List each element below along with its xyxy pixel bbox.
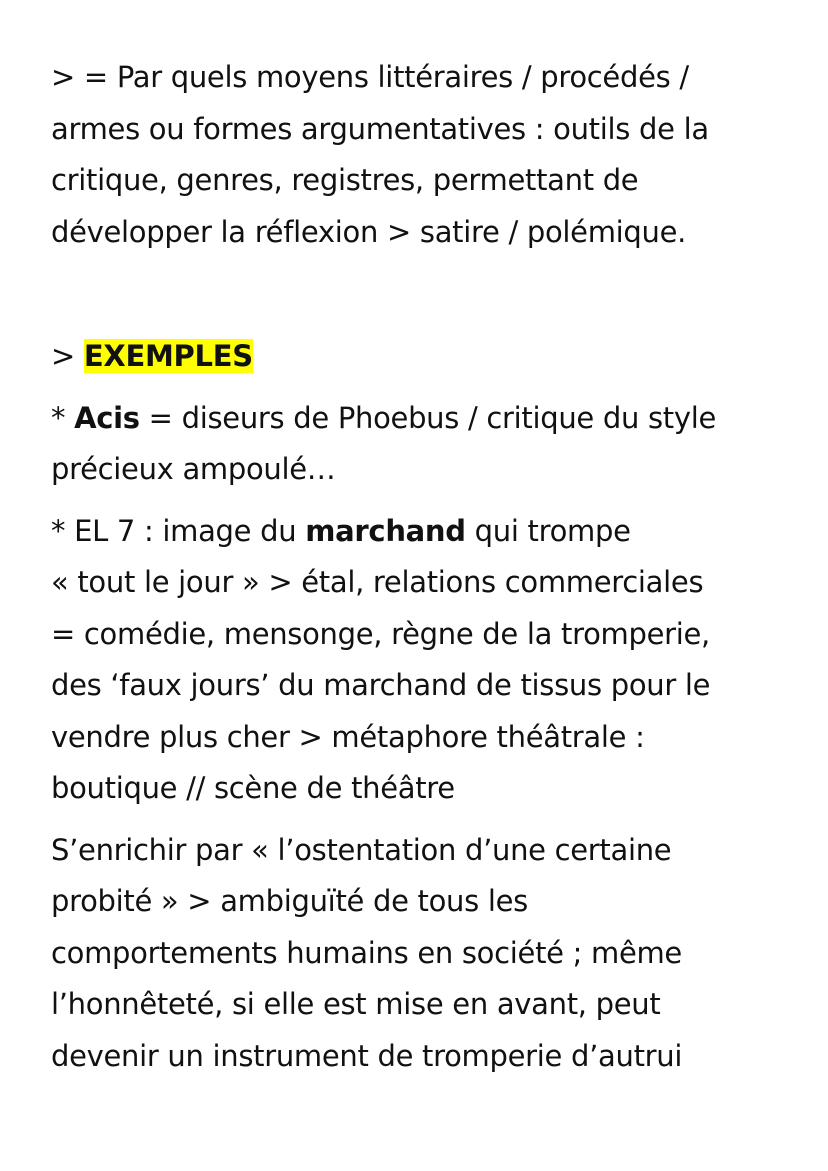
heading-line bbox=[51, 331, 791, 383]
text-line: critique, genres, registres, permettant de bbox=[51, 163, 639, 197]
text-line: armes ou formes argumentatives : outils de la bbox=[51, 111, 709, 146]
text-line: devenir un instrument de tromperie d’autrui bbox=[51, 1038, 683, 1073]
text-line: > = Par quels moyens littéraires / procédés / bbox=[51, 60, 689, 94]
intro-paragraph bbox=[51, 52, 791, 258]
acis-paragraph bbox=[51, 393, 791, 496]
document-page bbox=[51, 52, 791, 1082]
text-line: vendre plus cher > métaphore théâtrale : bbox=[51, 719, 645, 754]
text-line: « tout le jour » > étal, relations commerciales bbox=[51, 565, 704, 599]
text-line: probité » > ambiguïté de tous les bbox=[51, 884, 528, 918]
acis-text: = diseurs de Phoebus / critique du style bbox=[139, 400, 717, 435]
text-line: précieux ampoulé… bbox=[51, 452, 336, 486]
text-line: = comédie, mensonge, règne de la tromperie, bbox=[51, 616, 710, 651]
heading-prefix: > bbox=[51, 339, 84, 373]
el7-paragraph bbox=[51, 506, 791, 815]
text-line: comportements humains en société ; même bbox=[51, 935, 682, 970]
text-line: des ‘faux jours’ du marchand de tissus pour le bbox=[51, 668, 711, 702]
text-line: développer la réflexion > satire / polémique. bbox=[51, 214, 687, 249]
el7-keyword: marchand bbox=[305, 513, 466, 548]
bullet-marker: * bbox=[51, 400, 75, 435]
text-line: S’enrichir par « l’ostentation d’une certaine bbox=[51, 832, 672, 867]
examples-heading bbox=[51, 331, 791, 383]
enrich-paragraph bbox=[51, 825, 791, 1083]
acis-name: Acis bbox=[74, 400, 140, 435]
heading-label-highlighted: EXEMPLES bbox=[83, 339, 253, 373]
el7-intro: * EL 7 : image du bbox=[51, 513, 306, 548]
text-line bbox=[51, 506, 791, 558]
text-line: boutique // scène de théâtre bbox=[51, 771, 455, 805]
text-line: l’honnêteté, si elle est mise en avant, peut bbox=[51, 987, 661, 1021]
text-line bbox=[51, 393, 791, 445]
el7-text: qui trompe bbox=[465, 513, 631, 548]
